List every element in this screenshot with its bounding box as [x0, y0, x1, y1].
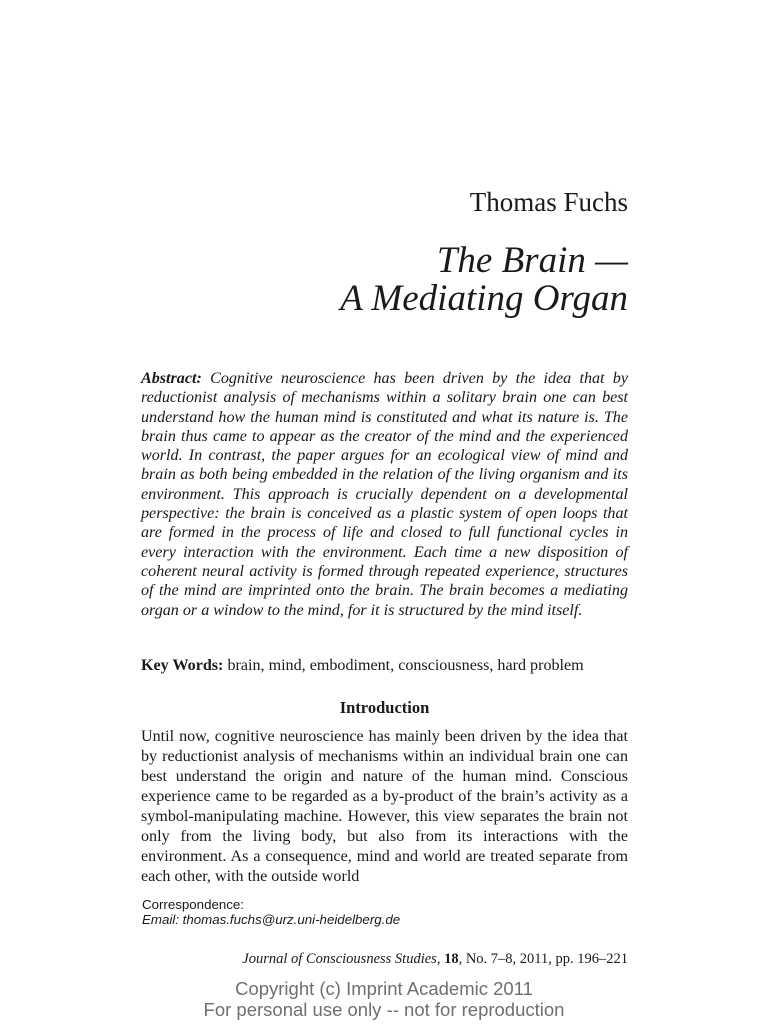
- abstract: [141, 369, 628, 620]
- journal-name: Journal of Consciousness Studies: [242, 951, 437, 967]
- keywords-text: brain, mind, embodiment, consciousness, hard problem: [227, 657, 584, 674]
- copyright-line-1: Copyright (c) Imprint Academic 2011: [235, 978, 533, 999]
- title-line-1: The Brain —: [436, 240, 628, 281]
- abstract-label: Abstract:: [141, 370, 202, 387]
- introduction-body: Until now, cognitive neuroscience has mainly been driven by the idea that by reductionist analysis of mechanisms within an individual brain one can best understand the origin and nature of the human mind. Conscious experience came to be regarded as a by-product of the brain’s activity as a symbol-manipulating machine. However, this view separates the brain not only from the living body, but also from its interactions with the environment. As a consequence, mind and world are treated separate from each other, with the outside world: [141, 728, 628, 885]
- correspondence-email: Email: thomas.fuchs@urz.uni-heidelberg.de: [142, 912, 401, 927]
- paper-title: [340, 242, 628, 318]
- keywords: [141, 656, 628, 676]
- correspondence-block: [142, 897, 400, 927]
- copyright-notice: [0, 978, 768, 1020]
- title-line-2: A Mediating Organ: [340, 278, 628, 319]
- journal-separator: ,: [436, 951, 445, 967]
- keywords-label: Key Words:: [141, 657, 224, 674]
- journal-citation: [242, 950, 628, 968]
- copyright-line-2: For personal use only -- not for reproduction: [203, 999, 565, 1020]
- correspondence-label: Correspondence:: [142, 897, 245, 912]
- paper-page: [141, 0, 628, 1024]
- author-name: Thomas Fuchs: [469, 187, 628, 217]
- journal-details: , No. 7–8, 2011, pp. 196–221: [458, 951, 628, 967]
- journal-volume: 18: [444, 951, 459, 967]
- abstract-text: Cognitive neuroscience has been driven by the idea that by reductionist analysis of mechanisms within a solitary brain one can best understand how the human mind is constituted and what its nature is. The brain thus came to appear as the creator of the mind and the experienced world. In contrast, the paper argues for an ecological view of mind and brain as both being embedded in the relation of the living organism and its environment. This approach is crucially dependent on a developmental perspective: the brain is conceived as a plastic system of open loops that are formed in the process of life and closed to full functional cycles in every interaction with the environment. Each time a new disposition of coherent neural activity is formed through repeated experience, structures of the mind are imprinted onto the brain. The brain becomes a mediating organ or a window to the mind, for it is structured by the mind itself.: [141, 370, 628, 619]
- section-heading-introduction: Introduction: [339, 698, 430, 717]
